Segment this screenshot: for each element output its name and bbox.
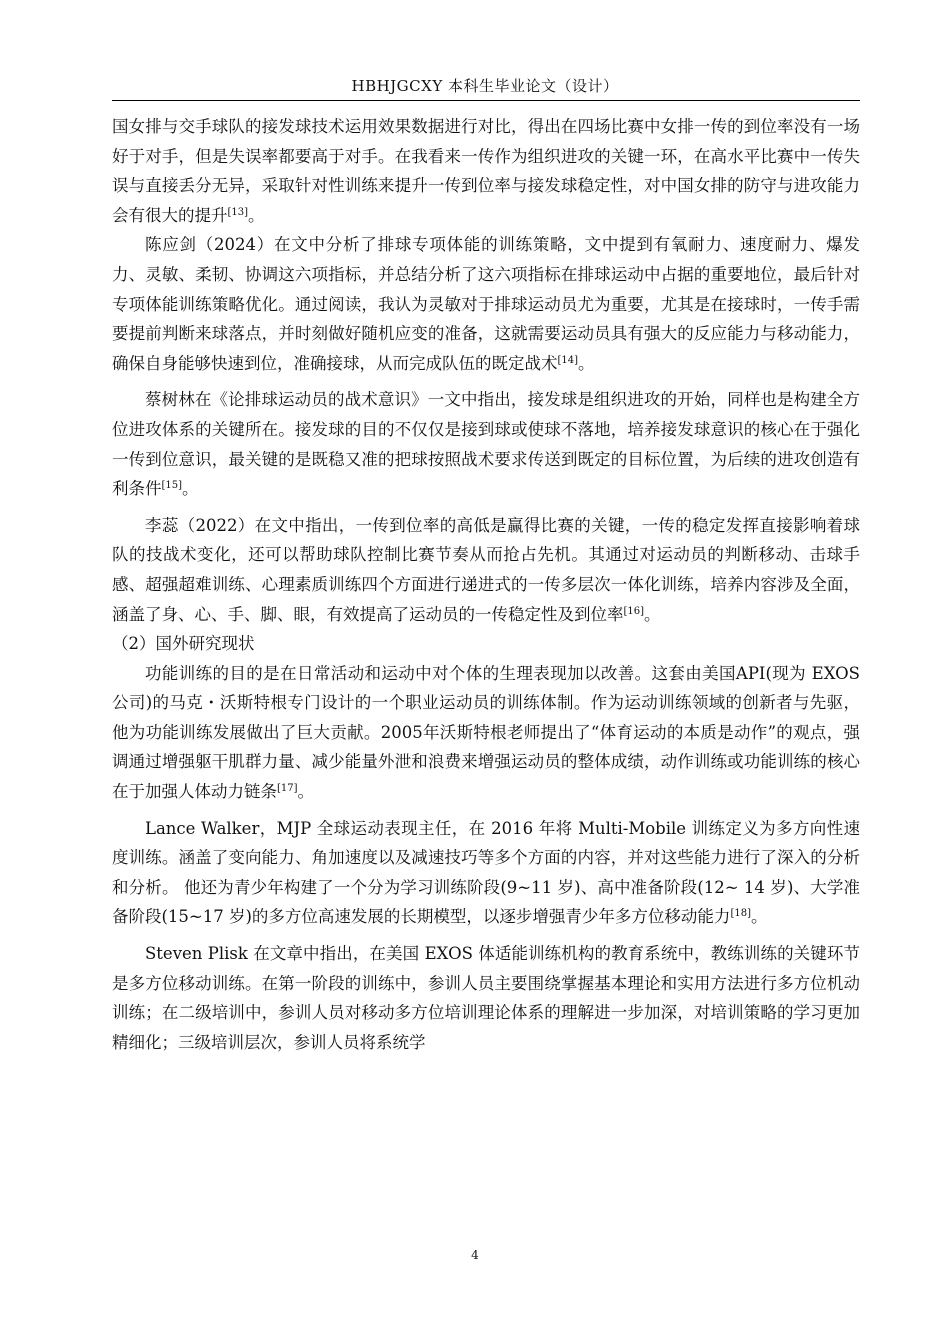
citation-13: [13] xyxy=(227,206,249,218)
header-rule xyxy=(112,100,860,101)
citation-14: [14] xyxy=(557,354,579,366)
paragraph-steven-plisk: Steven Plisk 在文章中指出，在美国 EXOS 体适能训练机构的教育系统中，教练训练的关键环节是多方位移动训练。在第一阶段的训练中，参训人员主要围绕掌握基本理论和实用方法进行多方位机动训练；在二级培训中，参训人员对移动多方位培训理论体系的理解进一步加深，对培训策略的学习更加精细化；三级培训层次，参训人员将系统学 xyxy=(112,944,860,1052)
citation-15: [15] xyxy=(161,480,183,492)
citation-18: [18] xyxy=(730,908,751,920)
page-number: 4 xyxy=(471,1248,479,1262)
paragraph-lance-walker: Lance Walker，MJP 全球运动表现主任，在 2016 年将 Multi-Mobile 训练定义为多方向性速度训练。涵盖了变向能力、角加速度以及减速技巧等多个方面的内容，并对这些能力进行了深入的分析和分析。 他还为青少年构建了一个分为学习训练阶段(9~11 岁)、高中准备阶段(12~ 14 岁)、大学准备阶段(15~17 岁)的多方位高速发展的长期模型，以逐步增强青少年多方位移动能力[18]。 xyxy=(112,818,860,927)
running-header: HBHJGCXY 本科生毕业论文（设计） xyxy=(351,77,619,95)
paragraph-cai-shulin: 蔡树林在《论排球运动员的战术意识》一文中指出，接发球是组织进攻的开始，同样也是构建全方位进攻体系的关键所在。接发球的目的不仅仅是接到球或使球不落地，培养接发球意识的核心在于强化一传到位意识，最关键的是既稳又准的把球按照战术要求传送到既定的目标位置，为后续的进攻创造有利条件[15]。 xyxy=(112,390,860,499)
citation-16: [16] xyxy=(623,605,645,617)
paragraph-functional-training: 功能训练的目的是在日常活动和运动中对个体的生理表现加以改善。这套由美国API(现为 EXOS 公司)的马克・沃斯特根专门设计的一个职业运动员的训练体制。作为运动训练领域的创新者与先驱，他为功能训练发展做出了巨大贡献。2005年沃斯特根老师提出了“体育运动的本质是动作”的观点，强调通过增强躯干肌群力量、减少能量外泄和浪费来增强运动员的整体成绩，动作训练或功能训练的核心在于加强人体动力链条[17]。 xyxy=(112,663,860,802)
citation-17: [17] xyxy=(277,783,298,795)
paragraph-chen-yingjian: 陈应剑（2024）在文中分析了排球专项体能的训练策略，文中提到有氧耐力、速度耐力、爆发力、灵敏、柔韧、协调这六项指标，并总结分析了这六项指标在排球运动中占据的重要地位，最后针对专项体能训练策略优化。通过阅读，我认为灵敏对于排球运动员尤为重要，尤其是在接球时，一传手需要提前判断来球落点，并时刻做好随机应变的准备，这就需要运动员具有强大的反应能力与移动能力，确保自身能够快速到位，准确接球，从而完成队伍的既定战术[14]。 xyxy=(112,235,860,373)
paragraph-li-rui: 李蕊（2022）在文中指出，一传到位率的高低是赢得比赛的关键，一传的稳定发挥直接影响着球队的技战术变化，还可以帮助球队控制比赛节奏从而抢占先机。其通过对运动员的判断移动、击球手感、超强超难训练、心理素质训练四个方面进行递进式的一传多层次一体化训练，培养内容涉及全面，涵盖了身、心、手、脚、眼，有效提高了运动员的一传稳定性及到位率[16]。 xyxy=(112,515,860,624)
section-heading-foreign-research: （2）国外研究现状 xyxy=(112,634,255,654)
body-text xyxy=(112,112,860,1057)
paragraph-continuation: 国女排与交手球队的接发球技术运用效果数据进行对比，得出在四场比赛中女排一传的到位率没有一场好于对手，但是失误率都要高于对手。在我看来一传作为组织进攻的关键一环，在高水平比赛中一传失误与直接丢分无异，采取针对性训练来提升一传到位率与接发球稳定性，对中国女排的防守与进攻能力会有很大的提升[13]。 xyxy=(112,117,860,225)
